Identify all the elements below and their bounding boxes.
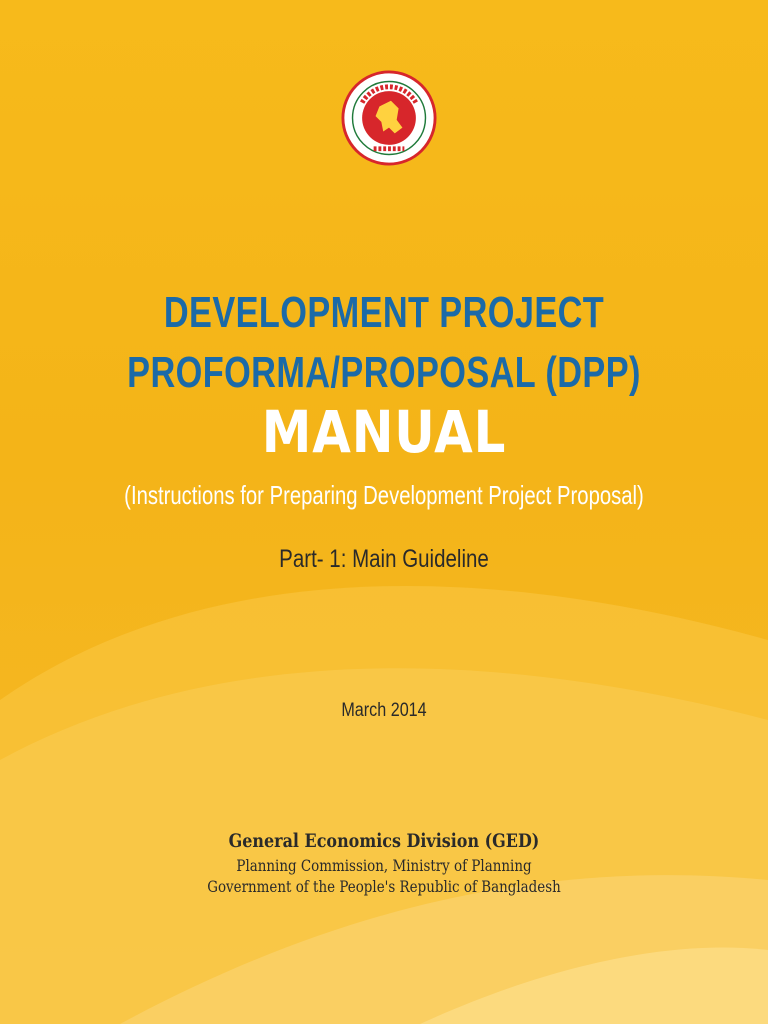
title-line-2: PROFORMA/PROPOSAL (DPP) xyxy=(127,348,641,397)
government-seal-icon xyxy=(341,70,437,166)
org-government: Government of the People's Republic of Bangladesh xyxy=(207,877,561,896)
title-line-1: DEVELOPMENT PROJECT xyxy=(163,288,605,337)
org-division: General Economics Division (GED) xyxy=(228,830,540,852)
subtitle: (Instructions for Preparing Development Project Proposal) xyxy=(124,480,644,510)
title-manual: MANUAL xyxy=(261,398,507,466)
part-label: Part- 1: Main Guideline xyxy=(279,545,489,573)
publication-date: March 2014 xyxy=(341,700,427,721)
org-commission: Planning Commission, Ministry of Planning xyxy=(236,856,532,875)
